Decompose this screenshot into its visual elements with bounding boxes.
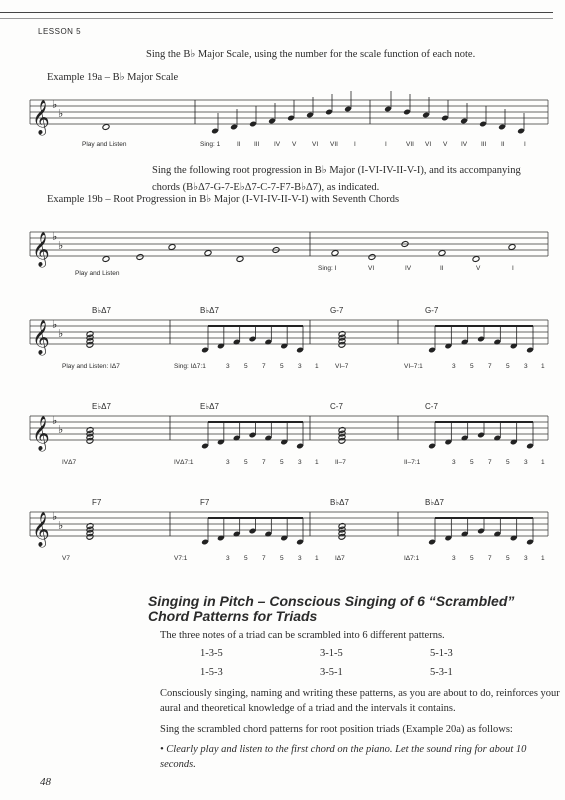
- staff-label: 3: [452, 459, 456, 466]
- staff-label: VI–7: [335, 363, 349, 370]
- staff-label: V: [476, 265, 481, 272]
- lesson-header: LESSON 5: [38, 27, 82, 36]
- staff-label: F7: [200, 498, 210, 507]
- staff-label: V7:1: [174, 555, 188, 562]
- staff-label: III: [481, 141, 487, 148]
- staff-label: VII: [330, 141, 338, 148]
- staff-label: 7: [488, 363, 492, 370]
- staff-label: IVΔ7:1: [174, 459, 194, 466]
- flat-icon: ♭: [52, 99, 58, 111]
- treble-clef-icon: 𝄞: [32, 320, 50, 355]
- pattern-6: 5-3-1: [430, 667, 453, 678]
- example-19a-play-label: Play and Listen: [82, 141, 127, 148]
- staff-label: 1: [541, 555, 545, 562]
- staff-label: 3: [524, 555, 528, 562]
- whole-note: [331, 250, 339, 257]
- section-paragraph-2: Consciously singing, naming and writing these patterns, as you are about to do, reinforces your aural and theoretical knowledge of a triad and the intervals it contains.: [160, 688, 560, 714]
- staff-label: IVΔ7: [62, 459, 77, 466]
- example-19b-title: Example 19b – Root Progression in B♭ Major (I-VI-IV-II-V-I) with Seventh Chords: [47, 194, 400, 205]
- staff-label: Sing: I: [318, 265, 337, 272]
- staff-label: Sing: IΔ7:1: [174, 363, 206, 370]
- staff-label: 3: [226, 363, 230, 370]
- staff-label: II: [501, 141, 505, 148]
- staff-label: 3: [452, 555, 456, 562]
- whole-note: [168, 244, 176, 251]
- staff-example-19b: [30, 231, 548, 268]
- staff-label: I: [524, 141, 526, 148]
- staff-label: III: [254, 141, 260, 148]
- staff-label: IV: [461, 141, 468, 148]
- staff-label: V: [292, 141, 297, 148]
- section-bullet: • Clearly play and listen to the first chord on the piano. Let the sound ring for about 10 seconds.: [160, 744, 527, 770]
- staff-label: II–7: [335, 459, 346, 466]
- staff-label: IΔ7:1: [404, 555, 420, 562]
- staff-label: 5: [506, 555, 510, 562]
- flat-icon: ♭: [52, 511, 58, 523]
- staff-label: Play and Listen: IΔ7: [62, 363, 120, 370]
- staff-label: B♭Δ7: [200, 306, 219, 315]
- staff-system-3: [30, 511, 548, 548]
- staff-label: 5: [280, 555, 284, 562]
- staff-label: 7: [262, 555, 266, 562]
- staff-label: 3: [226, 459, 230, 466]
- staff-label: 5: [470, 459, 474, 466]
- whole-note: [136, 254, 144, 261]
- staff-label: V: [443, 141, 448, 148]
- staff-label: 5: [244, 459, 248, 466]
- section-paragraph-3: Sing the scrambled chord patterns for root position triads (Example 20a) as follows:: [160, 724, 513, 735]
- staff-label: VI: [425, 141, 432, 148]
- staff-label: B♭Δ7: [425, 498, 444, 507]
- staff-label: B♭Δ7: [330, 498, 349, 507]
- staff-label: 5: [244, 363, 248, 370]
- staff-label: G-7: [425, 306, 439, 315]
- staff-label: 1: [541, 459, 545, 466]
- staff-system-2: [30, 415, 548, 452]
- staff-label: 5: [506, 459, 510, 466]
- staff-label: 5: [244, 555, 248, 562]
- whole-note: [508, 244, 516, 251]
- treble-clef-icon: 𝄞: [32, 416, 50, 451]
- treble-clef-icon: 𝄞: [32, 100, 50, 135]
- staff-label: 3: [298, 555, 302, 562]
- staff-label: IV: [274, 141, 281, 148]
- staff-label: 5: [470, 363, 474, 370]
- staff-label: VI: [312, 141, 319, 148]
- staff-label: 3: [524, 363, 528, 370]
- whole-note: [102, 124, 110, 131]
- flat-icon: ♭: [58, 328, 64, 340]
- pattern-2: 3-1-5: [320, 648, 343, 659]
- staff-label: I: [385, 141, 387, 148]
- pattern-3: 5-1-3: [430, 648, 453, 659]
- staff-label: 1: [315, 555, 319, 562]
- staff-label: 7: [488, 459, 492, 466]
- pattern-5: 3-5-1: [320, 667, 343, 678]
- example-19a-title: Example 19a – B♭ Major Scale: [47, 72, 179, 83]
- staff-label: 3: [452, 363, 456, 370]
- staff-label: 3: [524, 459, 528, 466]
- staff-label: 5: [506, 363, 510, 370]
- staff-label: 7: [262, 459, 266, 466]
- staff-label: I: [512, 265, 514, 272]
- flat-icon: ♭: [58, 240, 64, 252]
- staff-label: IV: [405, 265, 412, 272]
- staff-label: IΔ7: [335, 555, 345, 562]
- paragraph-progression: Sing the following root progression in B♭ Major (I-VI-IV-II-V-I), and its accompanying chords (B♭Δ7-G-7-E♭Δ7-C-7-F7-B♭Δ7), as indicated.: [152, 165, 521, 193]
- example-19b-play-label: Play and Listen: [75, 270, 120, 277]
- flat-icon: ♭: [52, 231, 58, 243]
- staff-label: 7: [262, 363, 266, 370]
- whole-note: [472, 256, 480, 263]
- staff-label: V7: [62, 555, 70, 562]
- whole-note: [438, 250, 446, 257]
- staff-label: VI: [368, 265, 375, 272]
- staff-label: 5: [470, 555, 474, 562]
- staff-label: II: [237, 141, 241, 148]
- staff-label: 7: [488, 555, 492, 562]
- staff-label: VII: [406, 141, 414, 148]
- staff-label: B♭Δ7: [92, 306, 111, 315]
- staff-label: 5: [280, 459, 284, 466]
- page-number: 48: [40, 776, 51, 788]
- treble-clef-icon: 𝄞: [32, 232, 50, 267]
- flat-icon: ♭: [52, 319, 58, 331]
- section-heading: Singing in Pitch – Conscious Singing of 6 “Scrambled” Chord Patterns for Triads: [148, 593, 515, 624]
- whole-note: [236, 256, 244, 263]
- intro-text: Sing the B♭ Major Scale, using the number for the scale function of each note.: [146, 49, 476, 60]
- staff-label: 3: [298, 363, 302, 370]
- staff-label: C-7: [330, 402, 343, 411]
- pattern-1: 1-3-5: [200, 648, 223, 659]
- staff-label: 5: [280, 363, 284, 370]
- staff-system-1: [30, 319, 548, 356]
- staff-label: E♭Δ7: [200, 402, 219, 411]
- staff-label: E♭Δ7: [92, 402, 111, 411]
- staff-label: 3: [298, 459, 302, 466]
- staff-label: C-7: [425, 402, 438, 411]
- flat-icon: ♭: [58, 424, 64, 436]
- staff-label: II: [440, 265, 444, 272]
- whole-note: [368, 254, 376, 261]
- pattern-4: 1-5-3: [200, 667, 223, 678]
- section-paragraph-1: The three notes of a triad can be scrambled into 6 different patterns.: [160, 630, 445, 641]
- staff-label: I: [354, 141, 356, 148]
- whole-note: [204, 250, 212, 257]
- whole-note: [102, 256, 110, 263]
- staff-label: 1: [315, 459, 319, 466]
- staff-label: 1: [315, 363, 319, 370]
- staff-label: Sing: 1: [200, 141, 221, 148]
- staff-label: 3: [226, 555, 230, 562]
- staff-label: G-7: [330, 306, 344, 315]
- flat-icon: ♭: [58, 108, 64, 120]
- treble-clef-icon: 𝄞: [32, 512, 50, 547]
- staff-label: II–7:1: [404, 459, 421, 466]
- staff-label: VI–7:1: [404, 363, 423, 370]
- staff-label: F7: [92, 498, 102, 507]
- flat-icon: ♭: [58, 520, 64, 532]
- staff-label: 1: [541, 363, 545, 370]
- flat-icon: ♭: [52, 415, 58, 427]
